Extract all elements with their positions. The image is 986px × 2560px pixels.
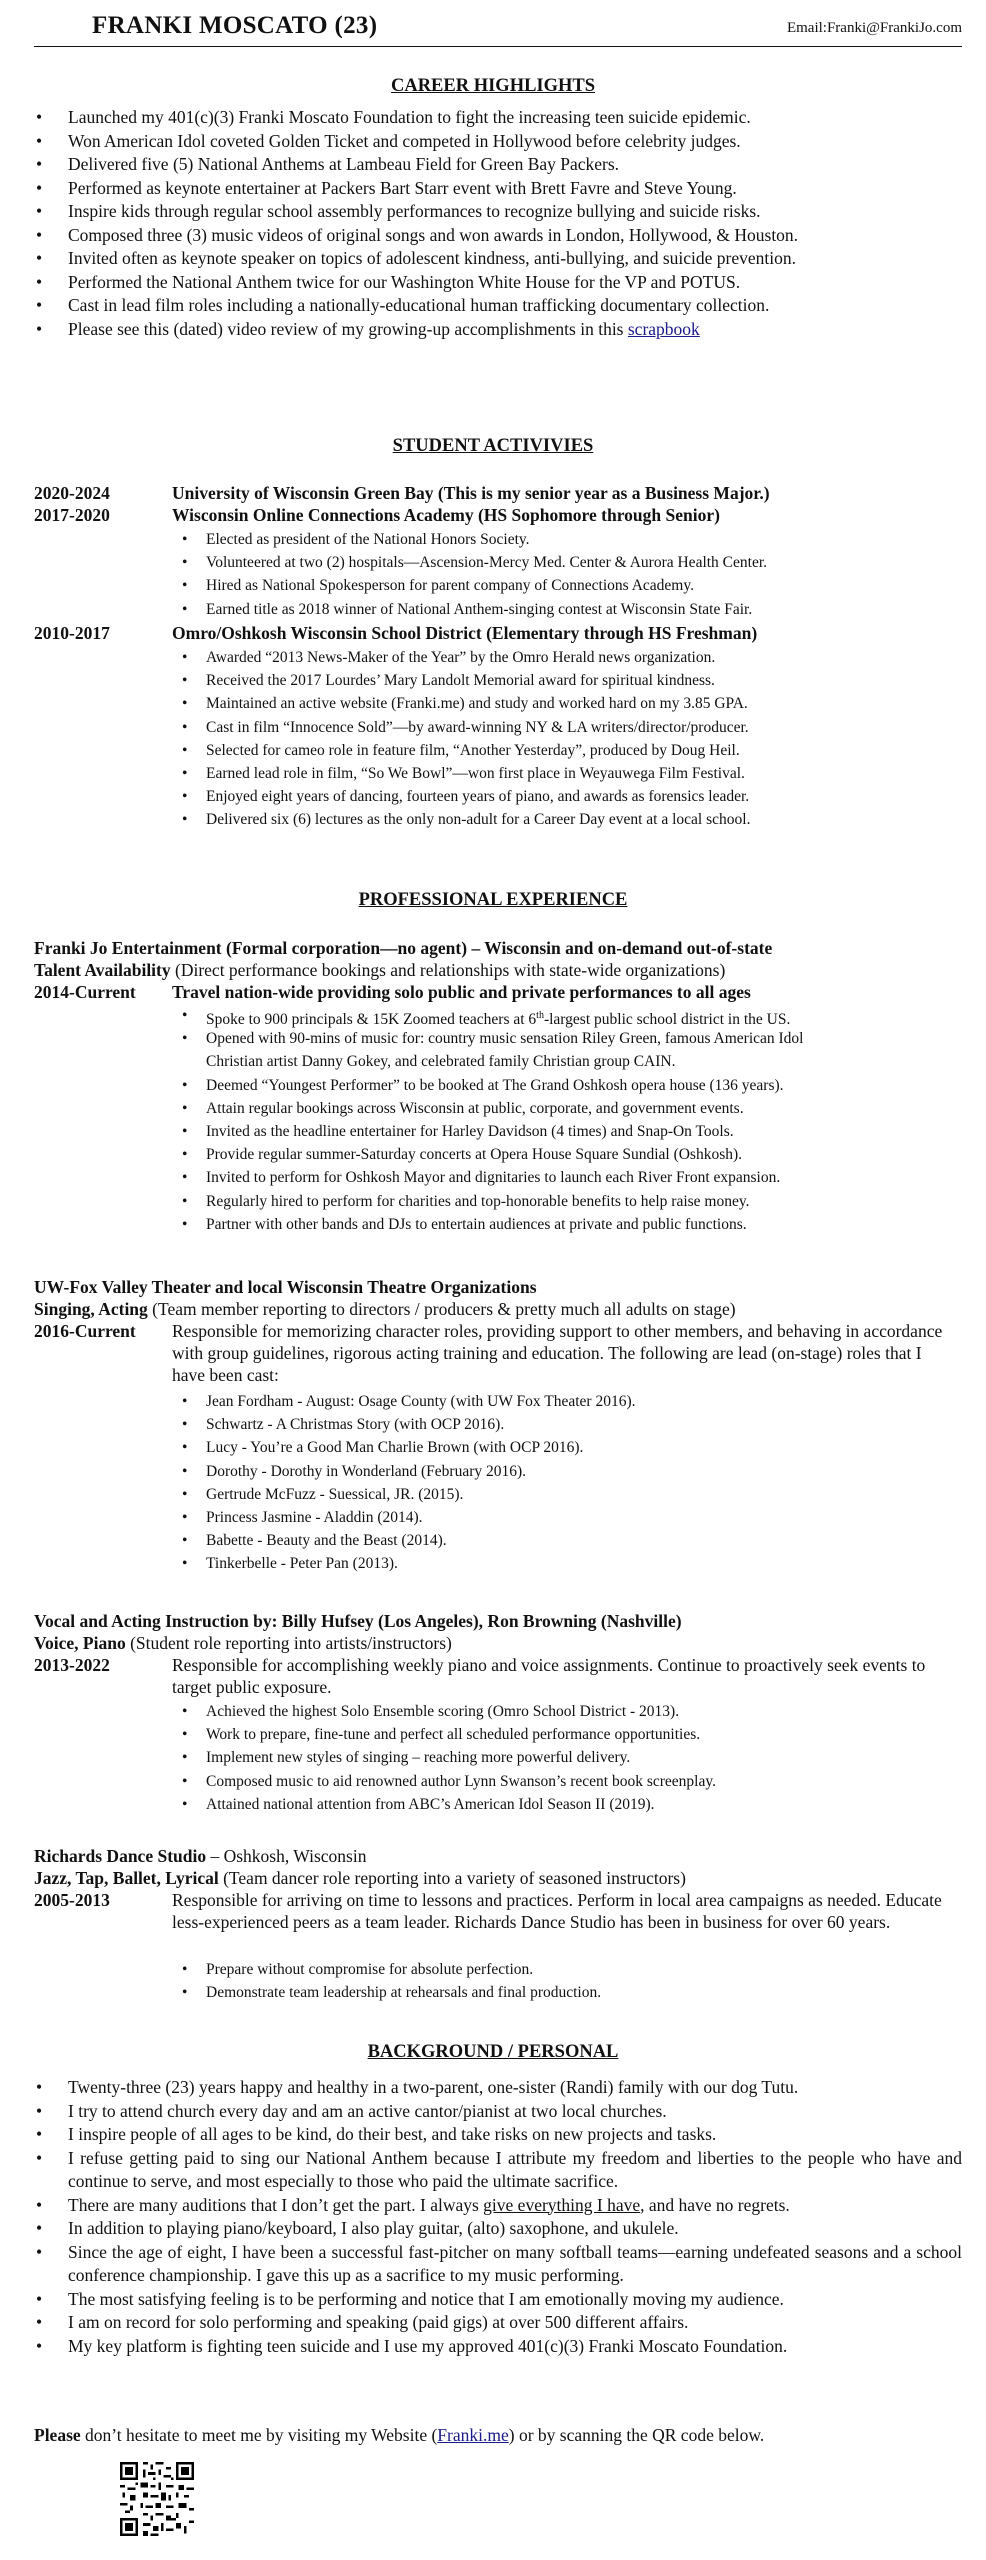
job1-years-row [34,981,962,1003]
connections-list [172,528,962,621]
item-text: Spoke to 900 principals & 15K Zoomed teachers at 6 [206,1011,537,1029]
list-item: • Cast in film “Innocence Sold”—by award-winning NY & LA writers/director/producer. [172,716,962,739]
entry-years: 2010-2017 [34,623,110,643]
item-text: There are many auditions that I don’t get the part. I always [68,2194,484,2215]
closing-line [34,2424,962,2446]
list-item: • Invited often as keynote speaker on topics of adolescent kindness, anti-bullying, and suicide prevention. [34,247,962,271]
list-item: • Work to prepare, fine-tune and perfect all scheduled performance opportunities. [172,1723,962,1746]
list-item [34,318,962,342]
list-item: • Attained national attention from ABC’s American Idol Season II (2019). [172,1793,962,1816]
job2-org [34,1276,962,1298]
list-item: • Selected for cameo role in feature film, “Another Yesterday”, produced by Doug Heil. [172,739,962,762]
job2-role-title: Singing, Acting [34,1299,148,1319]
job4-org-location: – Oshkosh, Wisconsin [206,1846,367,1866]
list-item-continuation [172,1050,962,1073]
professional-experience-title: PROFESSIONAL EXPERIENCE [358,890,628,910]
job1-role [34,959,962,981]
list-item: • Received the 2017 Lourdes’ Mary Landolt Memorial award for spiritual kindness. [172,669,962,692]
list-item [34,2194,962,2218]
list-item: • Gertrude McFuzz - Suessical, JR. (2015). [172,1483,962,1506]
list-item: • Opened with 90-mins of music for: country music sensation Riley Green, famous American Idol [172,1027,962,1050]
entry-heading: Wisconsin Online Connections Academy (HS Sophomore through Senior) [172,505,720,525]
list-item: • Babette - Beauty and the Beast (2014). [172,1529,962,1552]
entry-heading: University of Wisconsin Green Bay (This is my senior year as a Business Major.) [172,483,770,503]
list-item: • Hired as National Spokesperson for parent company of Connections Academy. [172,574,962,597]
email-address[interactable]: Email:Franki@FrankiJo.com [786,20,962,36]
list-item: • Volunteered at two (2) hospitals—Ascension-Mercy Med. Center & Aurora Health Center. [172,551,962,574]
job1-years: 2014-Current [34,982,136,1002]
list-item: • Implement new styles of singing – reaching more powerful delivery. [172,1746,962,1769]
superscript: th [536,1010,544,1021]
candidate-name: FRANKI MOSCATO (23) [92,12,378,39]
qr-code-graphic [120,2462,194,2536]
job4-years: 2005-2013 [34,1890,110,1910]
job3-org [34,1610,962,1632]
list-item: • Composed three (3) music videos of original songs and won awards in London, Hollywood, & Houston. [34,224,962,248]
job4-role-desc: (Team dancer role reporting into a variety of seasoned instructors) [218,1868,686,1888]
list-item: • Dorothy - Dorothy in Wonderland (February 2016). [172,1460,962,1483]
list-item: • Awarded “2013 News-Maker of the Year” by the Omro Herald news organization. [172,646,962,669]
closing-text: ) or by scanning the QR code below. [508,2425,765,2445]
list-item: • Inspire kids through regular school assembly performances to recognize bullying and suicide risks. [34,200,962,224]
background-list [34,2076,962,2358]
job3-list [172,1700,962,1816]
list-item: • Won American Idol coveted Golden Ticket and competed in Hollywood before celebrity judges. [34,130,962,154]
job3-description: Responsible for accomplishing weekly piano and voice assignments. Continue to proactively seek events to target public exposure. [172,1655,926,1697]
list-item: • Princess Jasmine - Aladdin (2014). [172,1506,962,1529]
list-item: • Delivered six (6) lectures as the only non-adult for a Career Day event at a local school. [172,808,962,831]
student-activities-title: STUDENT ACTIVIVIES [392,436,594,456]
job4-org [34,1845,962,1867]
career-highlights-title: CAREER HIGHLIGHTS [390,76,596,96]
student-entry-connections [34,504,962,526]
job1-list [172,1004,962,1236]
list-item: • Invited to perform for Oshkosh Mayor and dignitaries to launch each River Front expansion. [172,1166,962,1189]
list-item: • Deemed “Youngest Performer” to be booked at The Grand Oshkosh opera house (136 years). [172,1074,962,1097]
entry-heading: Omro/Oshkosh Wisconsin School District (Elementary through HS Freshman) [172,623,758,643]
list-item: • Launched my 401(c)(3) Franki Moscato Foundation to fight the increasing teen suicide epidemic. [34,106,962,130]
career-highlights-list [34,106,962,341]
omro-list [172,646,962,832]
job2-roles-list [172,1390,962,1576]
job3-role [34,1632,962,1654]
scrapbook-link[interactable]: scrapbook [627,318,700,339]
list-item: • I refuse getting paid to sing our National Anthem because I attribute my freedom and liberties to the people who have and continue to serve, and most especially to those who paid the ultimate sacrifice. [34,2147,962,2194]
list-item: • Maintained an active website (Franki.me) and study and worked hard on my 3.85 GPA. [172,692,962,715]
list-item: • Twenty-three (23) years happy and healthy in a two-parent, one-sister (Randi) family with our dog Tutu. [34,2076,962,2100]
list-item: • Delivered five (5) National Anthems at Lambeau Field for Green Bay Packers. [34,153,962,177]
background-personal-title: BACKGROUND / PERSONAL [367,2042,619,2062]
list-item: • Partner with other bands and DJs to entertain audiences at private and public functions. [172,1213,962,1236]
list-item: • Elected as president of the National Honors Society. [172,528,962,551]
job1-role-title: Talent Availability [34,960,171,980]
item-text: , and have no regrets. [640,2194,790,2215]
list-item: • Since the age of eight, I have been a successful fast-pitcher on many softball teams—earning undefeated seasons and a school conference championship. I gave this up as a sacrifice to my music performing. [34,2241,962,2288]
list-item: • I am on record for solo performing and speaking (paid gigs) at over 500 different affairs. [34,2311,962,2335]
list-item: • Provide regular summer-Saturday concerts at Opera House Square Sundial (Oshkosh). [172,1143,962,1166]
list-item: • I try to attend church every day and am an active cantor/pianist at two local churches. [34,2100,962,2124]
job2-org-name: UW-Fox Valley Theater and local Wisconsin Theatre Organizations [34,1277,537,1297]
list-item: • Achieved the highest Solo Ensemble scoring (Omro School District - 2013). [172,1700,962,1723]
qr-code-icon[interactable] [120,2462,194,2536]
list-item: • I inspire people of all ages to be kind, do their best, and take risks on new projects and tasks. [34,2123,962,2147]
job4-role [34,1867,962,1889]
list-item: • The most satisfying feeling is to be performing and notice that I am emotionally moving my audience. [34,2288,962,2312]
job3-years: 2013-2022 [34,1655,110,1675]
list-item [172,1004,962,1027]
list-item: • Tinkerbelle - Peter Pan (2013). [172,1552,962,1575]
job2-years: 2016-Current [34,1321,136,1341]
closing-bold: Please [34,2425,81,2445]
job2-role [34,1298,962,1320]
job1-summary: Travel nation-wide providing solo public and private performances to all ages [172,982,751,1002]
list-item: • Regularly hired to perform for charities and top-honorable benefits to help raise money. [172,1190,962,1213]
list-item: • Schwartz - A Christmas Story (with OCP 2016). [172,1413,962,1436]
header-divider [34,46,962,47]
website-link[interactable]: Franki.me [437,2425,509,2445]
list-item: • Attain regular bookings across Wisconsin at public, corporate, and government events. [172,1097,962,1120]
list-item: • In addition to playing piano/keyboard, I also play guitar, (alto) saxophone, and ukulele. [34,2217,962,2241]
job4-role-title: Jazz, Tap, Ballet, Lyrical [34,1868,219,1888]
list-item: • Earned title as 2018 winner of National Anthem-singing contest at Wisconsin State Fair. [172,598,962,621]
list-item: • Lucy - You’re a Good Man Charlie Brown (with OCP 2016). [172,1436,962,1459]
list-item: • Jean Fordham - August: Osage County (with UW Fox Theater 2016). [172,1390,962,1413]
item-text: Christian artist Danny Gokey, and celebrated family Christian group CAIN. [206,1053,676,1071]
job4-org-name: Richards Dance Studio [34,1846,207,1866]
entry-years: 2020-2024 [34,483,110,503]
item-text: -largest public school district in the US. [543,1011,791,1029]
student-entry-uwgb [34,482,962,504]
job4-list [172,1958,962,2004]
list-item: • Composed music to aid renowned author Lynn Swanson’s recent book screenplay. [172,1770,962,1793]
job2-description: Responsible for memorizing character roles, providing support to other members, and behaving in accordance with group guidelines, rigorous acting training and education. The following are lead (on-stage) roles that I have been cast: [172,1321,943,1385]
entry-years: 2017-2020 [34,505,110,525]
job2-role-desc: (Team member reporting to directors / producers & pretty much all adults on stage) [147,1299,736,1319]
list-item: • Performed as keynote entertainer at Packers Bart Starr event with Brett Favre and Steve Young. [34,177,962,201]
list-item: • My key platform is fighting teen suicide and I use my approved 401(c)(3) Franki Moscato Foundation. [34,2335,962,2359]
job3-role-title: Voice, Piano [34,1633,126,1653]
list-item: • Enjoyed eight years of dancing, fourteen years of piano, and awards as forensics leader. [172,785,962,808]
list-item: • Demonstrate team leadership at rehearsals and final production. [172,1981,962,2004]
student-entry-omro [34,622,962,644]
job1-role-desc: (Direct performance bookings and relationships with state-wide organizations) [170,960,726,980]
list-item: • Performed the National Anthem twice for our Washington White House for the VP and POTUS. [34,271,962,295]
list-item: • Earned lead role in film, “So We Bowl”—won first place in Weyauwega Film Festival. [172,762,962,785]
list-item: • Invited as the headline entertainer for Harley Davidson (4 times) and Snap-On Tools. [172,1120,962,1143]
job3-role-desc: (Student role reporting into artists/instructors) [125,1633,452,1653]
scrapbook-text: Please see this (dated) video review of my growing-up accomplishments in this [68,318,628,339]
job1-org [34,937,962,959]
list-item: • Prepare without compromise for absolute perfection. [172,1958,962,1981]
underlined-text: give everything I have [483,2194,641,2215]
job4-description: Responsible for arriving on time to lessons and practices. Perform in local area campaigns as needed. Educate less-experienced peers as a team leader. Richards Dance Studio has been in business for over 60 years. [172,1890,942,1932]
list-item: • Cast in lead film roles including a nationally-educational human trafficking documentary collection. [34,294,962,318]
job3-org-name: Vocal and Acting Instruction by: Billy Hufsey (Los Angeles), Ron Browning (Nashville) [34,1611,682,1631]
closing-text: don’t hesitate to meet me by visiting my Website ( [80,2425,438,2445]
job1-org-name: Franki Jo Entertainment (Formal corporation—no agent) – Wisconsin and on-demand out-of-state [34,938,773,958]
